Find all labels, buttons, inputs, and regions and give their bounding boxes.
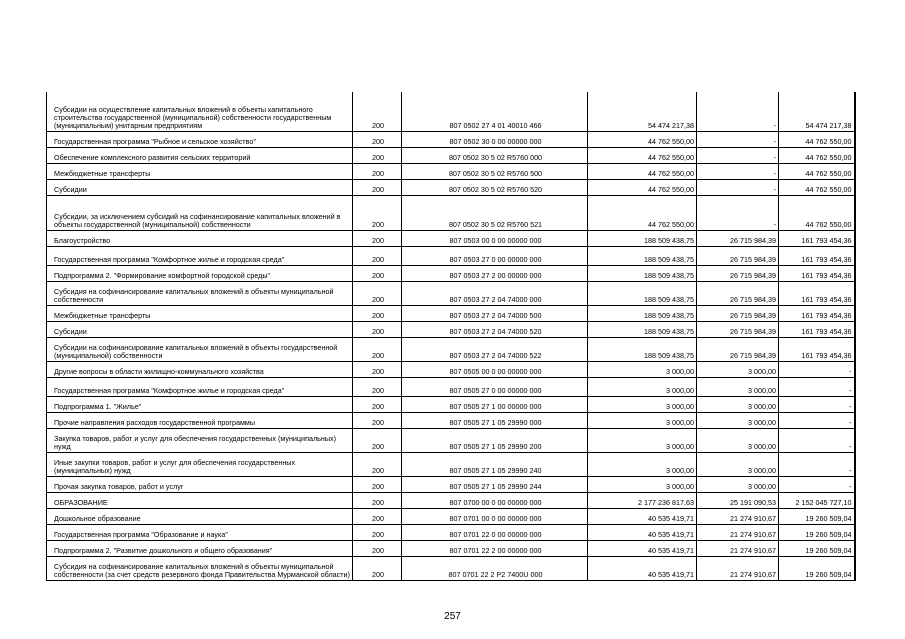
row-remaining-cell: 161 793 454,36	[779, 231, 855, 247]
row-amount-cell: 44 762 550,00	[588, 164, 697, 180]
row-executed-cell: 21 274 910,67	[697, 525, 779, 541]
table-row	[47, 92, 855, 132]
row-remaining-cell: 161 793 454,36	[779, 306, 855, 322]
row-kbk-cell: 807 0505 00 0 00 00000 000	[402, 362, 588, 378]
row-code-cell: 200	[353, 541, 402, 557]
row-name-cell: Обеспечение комплексного развития сельских территорий	[47, 148, 353, 164]
row-remaining-cell: 161 793 454,36	[779, 322, 855, 338]
row-code-cell: 200	[353, 453, 402, 477]
row-remaining-cell: 44 762 550,00	[779, 180, 855, 196]
row-kbk-cell: 807 0503 00 0 00 00000 000	[402, 231, 588, 247]
row-name-cell: Государственная программа "Комфортное жилье и городская среда"	[47, 378, 353, 397]
row-amount-cell: 44 762 550,00	[588, 148, 697, 164]
row-executed-cell: 26 715 984,39	[697, 231, 779, 247]
row-code-cell: 200	[353, 322, 402, 338]
row-amount-cell: 188 509 438,75	[588, 266, 697, 282]
table-row	[47, 132, 855, 148]
row-kbk-cell: 807 0505 27 1 00 00000 000	[402, 397, 588, 413]
row-kbk-cell: 807 0505 27 1 05 29990 000	[402, 413, 588, 429]
row-amount-cell: 40 535 419,71	[588, 509, 697, 525]
row-name-cell: Дошкольное образование	[47, 509, 353, 525]
row-remaining-cell: 161 793 454,36	[779, 266, 855, 282]
row-kbk-cell: 807 0701 00 0 00 00000 000	[402, 509, 588, 525]
table-row	[47, 282, 855, 306]
row-code-cell: 200	[353, 509, 402, 525]
row-remaining-cell: -	[779, 362, 855, 378]
row-kbk-cell: 807 0503 27 2 04 74000 000	[402, 282, 588, 306]
row-code-cell: 200	[353, 493, 402, 509]
row-executed-cell: 3 000,00	[697, 413, 779, 429]
row-name-cell: Межбюджетные трансферты	[47, 164, 353, 180]
row-name-cell: Подпрограмма 2. "Формирование комфортной городской среды"	[47, 266, 353, 282]
row-code-cell: 200	[353, 247, 402, 266]
table-row	[47, 231, 855, 247]
row-name-cell: Подпрограмма 1. "Жилье"	[47, 397, 353, 413]
row-amount-cell: 44 762 550,00	[588, 132, 697, 148]
row-code-cell: 200	[353, 180, 402, 196]
row-remaining-cell: 19 260 509,04	[779, 541, 855, 557]
table-row	[47, 557, 855, 581]
page-number: 257	[444, 611, 461, 622]
row-remaining-cell: 19 260 509,04	[779, 557, 855, 581]
table-row	[47, 525, 855, 541]
budget-table-body	[47, 92, 855, 581]
table-row	[47, 541, 855, 557]
table-row	[47, 180, 855, 196]
row-executed-cell: 26 715 984,39	[697, 322, 779, 338]
row-name-cell: Субсидия на софинансирование капитальных вложений в объекты муниципальной собственности	[47, 282, 353, 306]
row-executed-cell: 3 000,00	[697, 397, 779, 413]
table-row	[47, 453, 855, 477]
row-name-cell: Межбюджетные трансферты	[47, 306, 353, 322]
row-executed-cell: 3 000,00	[697, 477, 779, 493]
row-kbk-cell: 807 0502 27 4 01 40010 466	[402, 92, 588, 132]
row-remaining-cell: -	[779, 477, 855, 493]
row-remaining-cell: 161 793 454,36	[779, 338, 855, 362]
row-amount-cell: 188 509 438,75	[588, 338, 697, 362]
row-kbk-cell: 807 0505 27 1 05 29990 244	[402, 477, 588, 493]
row-code-cell: 200	[353, 413, 402, 429]
row-amount-cell: 44 762 550,00	[588, 196, 697, 231]
row-remaining-cell: 44 762 550,00	[779, 196, 855, 231]
row-code-cell: 200	[353, 429, 402, 453]
row-code-cell: 200	[353, 282, 402, 306]
row-kbk-cell: 807 0505 27 1 05 29990 200	[402, 429, 588, 453]
row-amount-cell: 3 000,00	[588, 429, 697, 453]
row-code-cell: 200	[353, 557, 402, 581]
table-row	[47, 164, 855, 180]
row-code-cell: 200	[353, 148, 402, 164]
row-kbk-cell: 807 0502 30 5 02 R5760 521	[402, 196, 588, 231]
budget-table-sheet	[46, 92, 854, 581]
row-kbk-cell: 807 0502 30 0 00 00000 000	[402, 132, 588, 148]
row-name-cell: ОБРАЗОВАНИЕ	[47, 493, 353, 509]
row-name-cell: Субсидии на осуществление капитальных вложений в объекты капитального строительства государственной (муниципальной) собственности государственным (муниципальным) унитарным предприятиям	[47, 92, 353, 132]
row-name-cell: Государственная программа "Комфортное жилье и городская среда"	[47, 247, 353, 266]
row-code-cell: 200	[353, 525, 402, 541]
row-name-cell: Прочие направления расходов государственной программы	[47, 413, 353, 429]
row-kbk-cell: 807 0502 30 5 02 R5760 000	[402, 148, 588, 164]
row-kbk-cell: 807 0700 00 0 00 00000 000	[402, 493, 588, 509]
row-executed-cell: -	[697, 132, 779, 148]
row-name-cell: Благоустройство	[47, 231, 353, 247]
row-remaining-cell: -	[779, 397, 855, 413]
table-row	[47, 397, 855, 413]
table-row	[47, 338, 855, 362]
row-executed-cell: 26 715 984,39	[697, 338, 779, 362]
row-kbk-cell: 807 0701 22 2 00 00000 000	[402, 541, 588, 557]
row-remaining-cell: 161 793 454,36	[779, 282, 855, 306]
row-name-cell: Государственная программа "Образование и наука"	[47, 525, 353, 541]
row-name-cell: Субсидии на софинансирование капитальных вложений в объекты государственной (муниципальной) собственности	[47, 338, 353, 362]
row-kbk-cell: 807 0503 27 2 04 74000 520	[402, 322, 588, 338]
row-name-cell: Прочая закупка товаров, работ и услуг	[47, 477, 353, 493]
table-row	[47, 493, 855, 509]
row-amount-cell: 3 000,00	[588, 413, 697, 429]
table-row	[47, 362, 855, 378]
row-amount-cell: 188 509 438,75	[588, 247, 697, 266]
row-code-cell: 200	[353, 164, 402, 180]
row-kbk-cell: 807 0503 27 2 00 00000 000	[402, 266, 588, 282]
row-amount-cell: 3 000,00	[588, 453, 697, 477]
row-code-cell: 200	[353, 196, 402, 231]
row-executed-cell: 3 000,00	[697, 378, 779, 397]
row-remaining-cell: 54 474 217,38	[779, 92, 855, 132]
row-amount-cell: 3 000,00	[588, 378, 697, 397]
row-executed-cell: 26 715 984,39	[697, 306, 779, 322]
row-amount-cell: 188 509 438,75	[588, 322, 697, 338]
row-kbk-cell: 807 0503 27 0 00 00000 000	[402, 247, 588, 266]
row-executed-cell: -	[697, 148, 779, 164]
row-remaining-cell: 44 762 550,00	[779, 132, 855, 148]
row-amount-cell: 40 535 419,71	[588, 525, 697, 541]
row-kbk-cell: 807 0701 22 2 P2 7400U 000	[402, 557, 588, 581]
budget-table	[46, 92, 856, 581]
row-remaining-cell: 161 793 454,36	[779, 247, 855, 266]
row-kbk-cell: 807 0502 30 5 02 R5760 520	[402, 180, 588, 196]
row-kbk-cell: 807 0503 27 2 04 74000 500	[402, 306, 588, 322]
row-amount-cell: 188 509 438,75	[588, 231, 697, 247]
row-remaining-cell: -	[779, 429, 855, 453]
row-remaining-cell: -	[779, 453, 855, 477]
row-executed-cell: -	[697, 92, 779, 132]
row-name-cell: Другие вопросы в области жилищно-коммунального хозяйства	[47, 362, 353, 378]
row-remaining-cell: 19 260 509,04	[779, 509, 855, 525]
row-amount-cell: 40 535 419,71	[588, 541, 697, 557]
table-row	[47, 413, 855, 429]
row-amount-cell: 44 762 550,00	[588, 180, 697, 196]
row-remaining-cell: -	[779, 378, 855, 397]
row-remaining-cell: 44 762 550,00	[779, 164, 855, 180]
table-row	[47, 322, 855, 338]
row-executed-cell: 3 000,00	[697, 453, 779, 477]
row-code-cell: 200	[353, 266, 402, 282]
row-code-cell: 200	[353, 362, 402, 378]
table-row	[47, 306, 855, 322]
row-code-cell: 200	[353, 378, 402, 397]
row-remaining-cell: 19 260 509,04	[779, 525, 855, 541]
row-name-cell: Иные закупки товаров, работ и услуг для обеспечения государственных (муниципальных) нужд	[47, 453, 353, 477]
row-executed-cell: -	[697, 196, 779, 231]
row-name-cell: Подпрограмма 2. "Развитие дошкольного и общего образования"	[47, 541, 353, 557]
row-executed-cell: -	[697, 164, 779, 180]
table-row	[47, 429, 855, 453]
row-name-cell: Закупка товаров, работ и услуг для обеспечения государственных (муниципальных) нужд	[47, 429, 353, 453]
row-executed-cell: 26 715 984,39	[697, 266, 779, 282]
row-executed-cell: 3 000,00	[697, 429, 779, 453]
row-executed-cell: 26 715 984,39	[697, 282, 779, 306]
row-remaining-cell: 44 762 550,00	[779, 148, 855, 164]
row-kbk-cell: 807 0503 27 2 04 74000 522	[402, 338, 588, 362]
row-code-cell: 200	[353, 338, 402, 362]
row-amount-cell: 3 000,00	[588, 397, 697, 413]
table-row	[47, 148, 855, 164]
row-code-cell: 200	[353, 397, 402, 413]
row-executed-cell: 26 715 984,39	[697, 247, 779, 266]
row-amount-cell: 40 535 419,71	[588, 557, 697, 581]
row-executed-cell: 21 274 910,67	[697, 541, 779, 557]
row-kbk-cell: 807 0701 22 0 00 00000 000	[402, 525, 588, 541]
table-row	[47, 196, 855, 231]
row-amount-cell: 2 177 236 817,63	[588, 493, 697, 509]
row-remaining-cell: 2 152 045 727,10	[779, 493, 855, 509]
row-name-cell: Субсидия на софинансирование капитальных вложений в объекты муниципальной собственности (за счет средств резервного фонда Правительства Мурманской области)	[47, 557, 353, 581]
table-row	[47, 378, 855, 397]
table-row	[47, 247, 855, 266]
row-amount-cell: 188 509 438,75	[588, 306, 697, 322]
row-amount-cell: 188 509 438,75	[588, 282, 697, 306]
row-code-cell: 200	[353, 231, 402, 247]
row-name-cell: Субсидии, за исключением субсидий на софинансирование капитальных вложений в объекты государственной (муниципальной) собственности	[47, 196, 353, 231]
row-amount-cell: 3 000,00	[588, 477, 697, 493]
table-row	[47, 266, 855, 282]
row-code-cell: 200	[353, 306, 402, 322]
row-code-cell: 200	[353, 132, 402, 148]
row-name-cell: Государственная программа "Рыбное и сельское хозяйство"	[47, 132, 353, 148]
row-name-cell: Субсидии	[47, 322, 353, 338]
row-amount-cell: 3 000,00	[588, 362, 697, 378]
row-executed-cell: 3 000,00	[697, 362, 779, 378]
row-name-cell: Субсидии	[47, 180, 353, 196]
row-remaining-cell: -	[779, 413, 855, 429]
row-kbk-cell: 807 0502 30 5 02 R5760 500	[402, 164, 588, 180]
row-code-cell: 200	[353, 477, 402, 493]
row-executed-cell: 21 274 910,67	[697, 557, 779, 581]
row-kbk-cell: 807 0505 27 0 00 00000 000	[402, 378, 588, 397]
table-row	[47, 477, 855, 493]
row-code-cell: 200	[353, 92, 402, 132]
row-executed-cell: 21 274 910,67	[697, 509, 779, 525]
table-row	[47, 509, 855, 525]
row-amount-cell: 54 474 217,38	[588, 92, 697, 132]
row-executed-cell: 25 191 090,53	[697, 493, 779, 509]
row-kbk-cell: 807 0505 27 1 05 29990 240	[402, 453, 588, 477]
row-executed-cell: -	[697, 180, 779, 196]
